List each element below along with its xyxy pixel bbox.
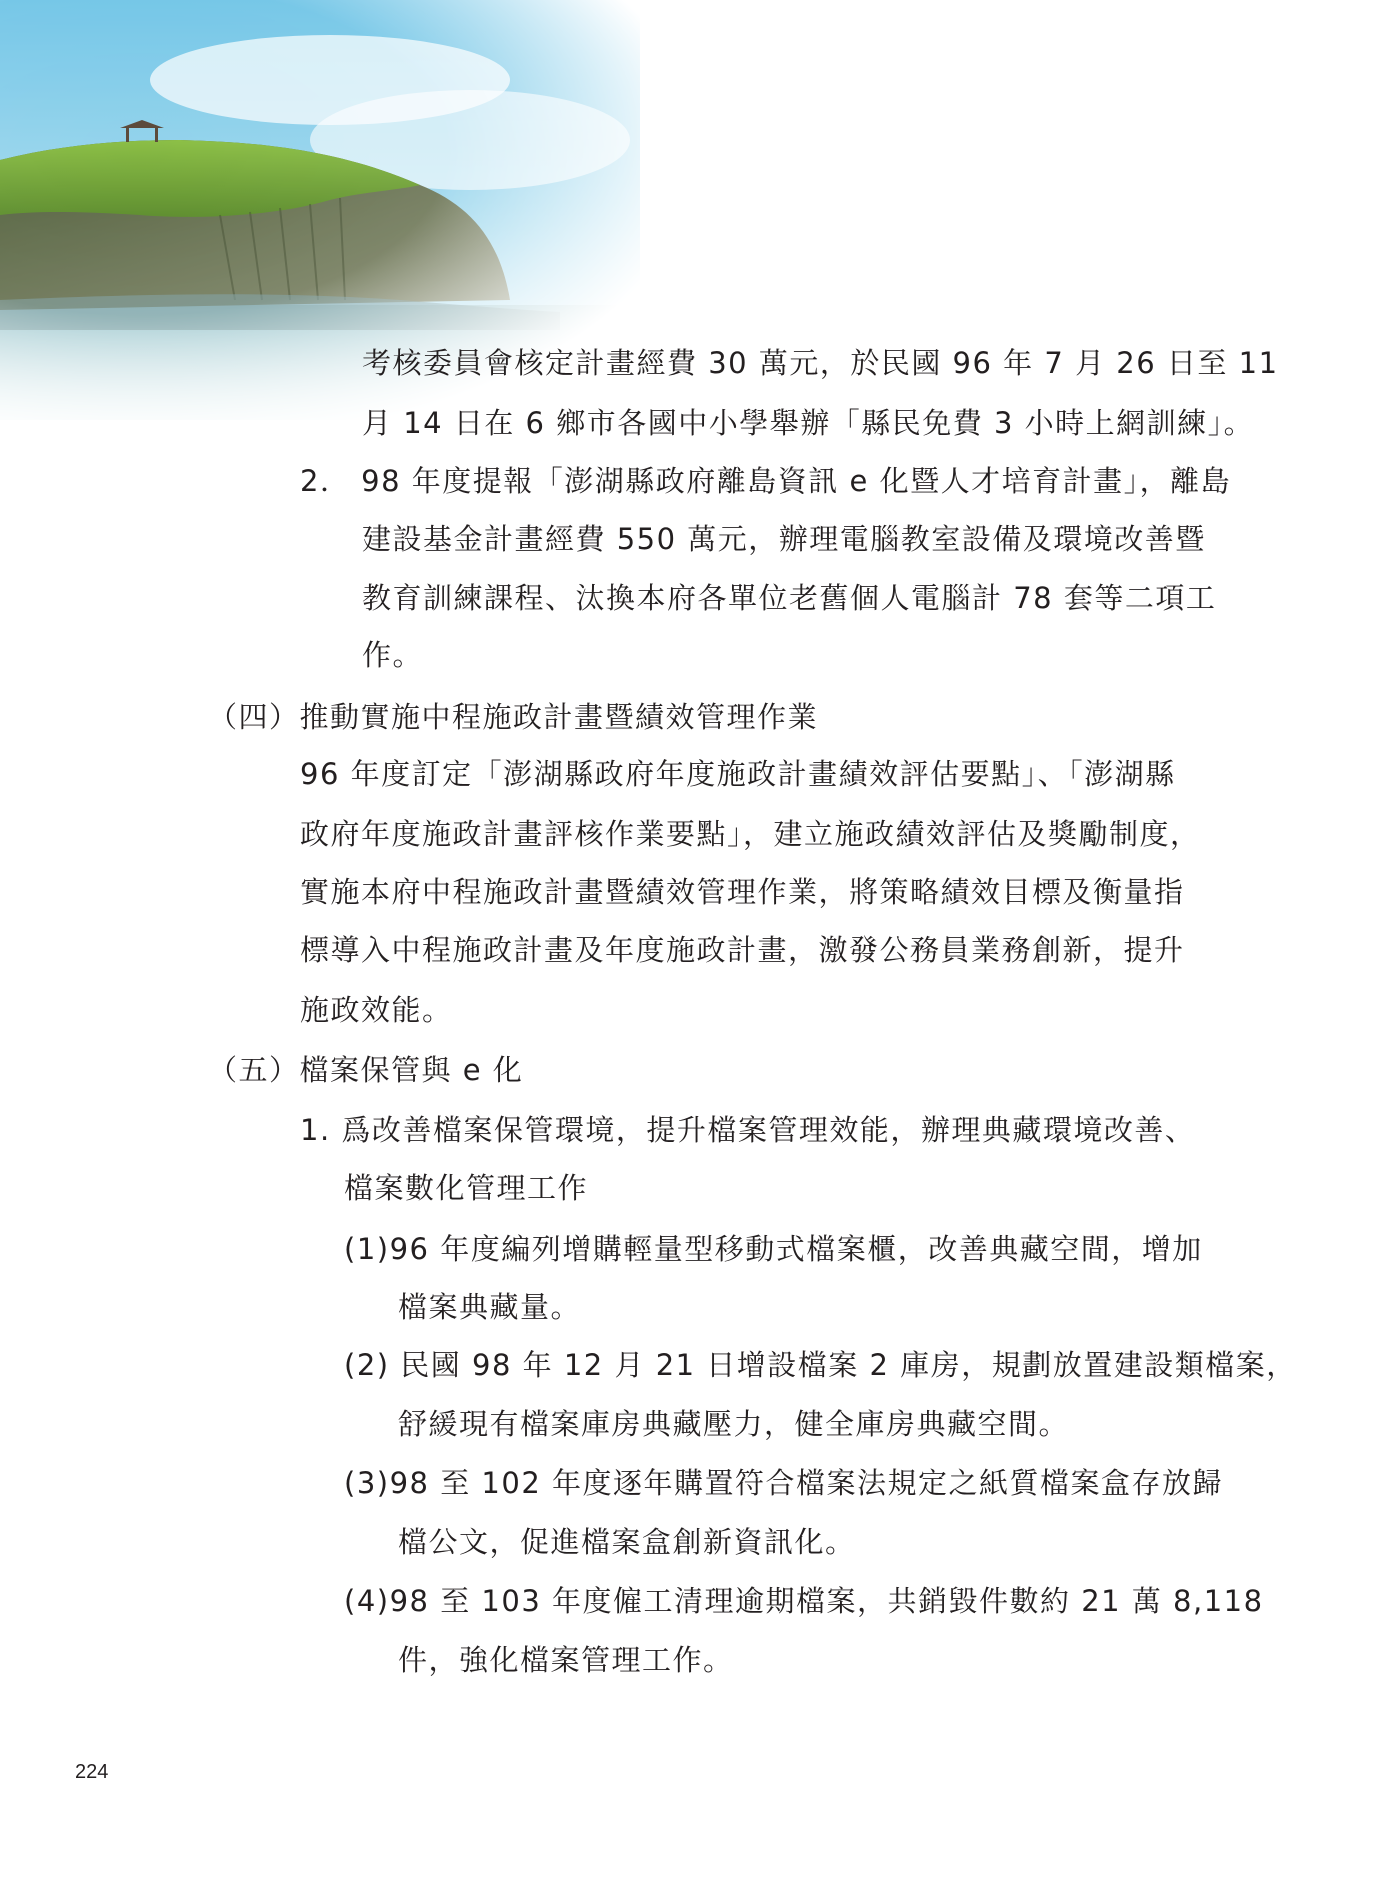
- paragraph-line: 考核委員會核定計畫經費 30 萬元，於民國 96 年 7 月 26 日至 11: [362, 346, 1279, 380]
- paragraph-line: 政府年度施政計畫評核作業要點」，建立施政績效評估及獎勵制度，: [300, 817, 1201, 851]
- section-heading-5: （五）檔案保管與 e 化: [208, 1053, 524, 1087]
- paragraph-line: 月 14 日在 6 鄉市各國中小學舉辦「縣民免費 3 小時上網訓練」。: [362, 406, 1255, 440]
- sub-list-item: (4)98 至 103 年度僱工清理逾期檔案，共銷毀件數約 21 萬 8,118: [344, 1584, 1264, 1618]
- paragraph-line: 施政效能。: [300, 993, 453, 1027]
- paragraph-line: 標導入中程施政計畫及年度施政計畫，激發公務員業務創新，提升: [300, 933, 1185, 967]
- paragraph-line: 舒緩現有檔案庫房典藏壓力，健全庫房典藏空間。: [398, 1407, 1070, 1441]
- page-number: 224: [75, 1761, 109, 1783]
- section-heading-4: （四）推動實施中程施政計畫暨績效管理作業: [208, 700, 819, 734]
- sub-list-item: (2) 民國 98 年 12 月 21 日增設檔案 2 庫房，規劃放置建設類檔案，: [344, 1348, 1297, 1382]
- paragraph-line: 件，強化檔案管理工作。: [398, 1643, 734, 1677]
- paragraph-line: 檔案典藏量。: [398, 1290, 582, 1324]
- paragraph-line: 作。: [362, 638, 424, 672]
- paragraph-line: 96 年度訂定「澎湖縣政府年度施政計畫績效評估要點」、「澎湖縣: [300, 757, 1176, 791]
- sub-list-item: (3)98 至 102 年度逐年購置符合檔案法規定之紙質檔案盒存放歸: [344, 1466, 1223, 1500]
- sub-list-item: (1)96 年度編列增購輕量型移動式檔案櫃，改善典藏空間，增加: [344, 1232, 1203, 1266]
- paragraph-line: 教育訓練課程、汰換本府各單位老舊個人電腦計 78 套等二項工: [362, 581, 1217, 615]
- list-item-2: 2． 98 年度提報「澎湖縣政府離島資訊 e 化暨人才培育計畫」，離島: [300, 464, 1232, 498]
- paragraph-line: 檔案數化管理工作: [344, 1171, 589, 1205]
- paragraph-line: 檔公文，促進檔案盒創新資訊化。: [398, 1525, 856, 1559]
- paragraph-line: 建設基金計畫經費 550 萬元，辦理電腦教室設備及環境改善暨: [362, 522, 1206, 556]
- list-item-1: 1. 爲改善檔案保管環境，提升檔案管理效能，辦理典藏環境改善、: [300, 1113, 1196, 1147]
- paragraph-line: 實施本府中程施政計畫暨績效管理作業，將策略績效目標及衡量指: [300, 875, 1185, 909]
